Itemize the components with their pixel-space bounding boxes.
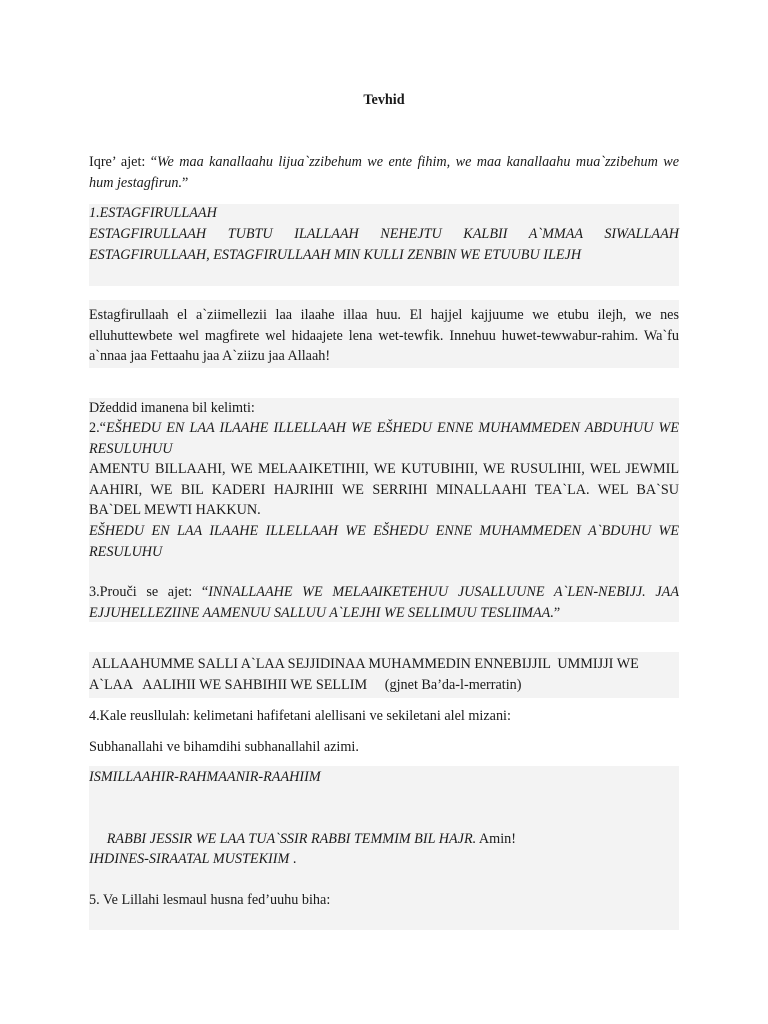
iqre-prefix: Iqre’ ajet: “ <box>89 154 158 170</box>
amin-text: Amin! <box>476 830 516 847</box>
shehada-1 <box>89 418 679 459</box>
subhanallah-line: Subhanallahi ve bihamdihi subhanallahil azimi. <box>89 739 359 755</box>
section-4-hadith: 4.Kale reusllulah: kelimetani hafifetani alellisani ve sekiletani alel mizani: <box>89 708 511 724</box>
section-2-intro: Džeddid imanena bil kelimti: <box>89 400 255 416</box>
document-title: Tevhid <box>363 92 405 108</box>
bismillah-line: ISMILLAAHIR-RAHMAANIR-RAAHIIM <box>89 769 321 785</box>
ihdina-dot: . <box>289 851 297 867</box>
salawat-line-2: A`LAA AALIHII WE SAHBIHII WE SELLIM (gjnet Ba’da-l-merratin) <box>89 677 522 693</box>
shehada-2: EŠHEDU EN LAA ILAAHE ILLELLAAH WE EŠHEDU ENNE MUHAMMEDEN A`BDUHU WE RESULUHU <box>89 523 679 560</box>
iqre-suffix: ” <box>182 174 189 191</box>
amentu-text: AMENTU BILLAAHI, WE MELAAIKETIHII, WE KUTUBIHII, WE RUSULIHII, WEL JEWMIL AAHIRI, WE BIL KADERI HAJRIHII WE SERRIHI MINALLAAHI TEA`LA. WEL BA`SU BA`DEL MEWTI HAKKUN. <box>89 461 679 519</box>
iqre-verse: We maa kanallaahu lijua`zzibehum we ente fihim, we maa kanallaahu mua`zzibehum we hum jestagfirun. <box>89 154 679 191</box>
section-1-heading: 1.ESTAGFIRULLAAH <box>89 205 217 221</box>
section-3-suffix: ” <box>553 604 561 621</box>
istigfar-paragraph: Estagfirullaah el a`ziimellezii laa ilaahe illaa huu. El hajjel kajjuume we etubu ilejh, we nes elluhuttewbete wel magfirete wel hidaajete lena wet-tewfik. Innehuu huwet-tewwabur-rahim. Wa`fu a`nnaa jaa Fettaahu jaa A`ziizu jaa Allaah! <box>89 307 679 365</box>
shehada-1-text: EŠHEDU EN LAA ILAAHE ILLELLAAH WE EŠHEDU ENNE MUHAMMEDEN ABDUHUU WE RESULUHUU <box>89 420 679 457</box>
ihdina-text: IHDINES-SIRAATAL MUSTEKIIM <box>89 851 290 867</box>
section-2-number: 2.“ <box>89 420 106 436</box>
section-3-verse: INNALLAAHE WE MELAAIKETEHUU JUSALLUUNE A`LEN-NEBIJJ. JAA EJJUHELLEZIINE AAMENUU SALLUU A`LEJHI WE SELLIMUU TESLIIMAA. <box>89 584 680 621</box>
istigfar-text: ESTAGFIRULLAAH TUBTU ILALLAAH NEHEJTU KALBII A`MMAA SIWALLAAH ESTAGFIRULLAAH, ESTAGFIRULLAAH MIN KULLI ZENBIN WE ETUUBU ILEJH <box>89 226 679 263</box>
section-5-text: 5. Ve Lillahi lesmaul husna fed’uuhu biha: <box>89 892 331 908</box>
rabbi-jessir-text: RABBI JESSIR WE LAA TUA`SSIR RABBI TEMMIM BIL HAJR. <box>103 830 477 847</box>
ihdina-line <box>89 849 679 870</box>
salawat-line-1: ALLAAHUMME SALLI A`LAA SEJJIDINAA MUHAMMEDIN ENNEBIJJIL UMMIJJI WE <box>89 656 639 672</box>
section-3-ajet <box>89 582 679 623</box>
iqre-ajet <box>89 152 679 193</box>
section-3-prefix: 3.Prouči se ajet: “ <box>89 584 209 600</box>
